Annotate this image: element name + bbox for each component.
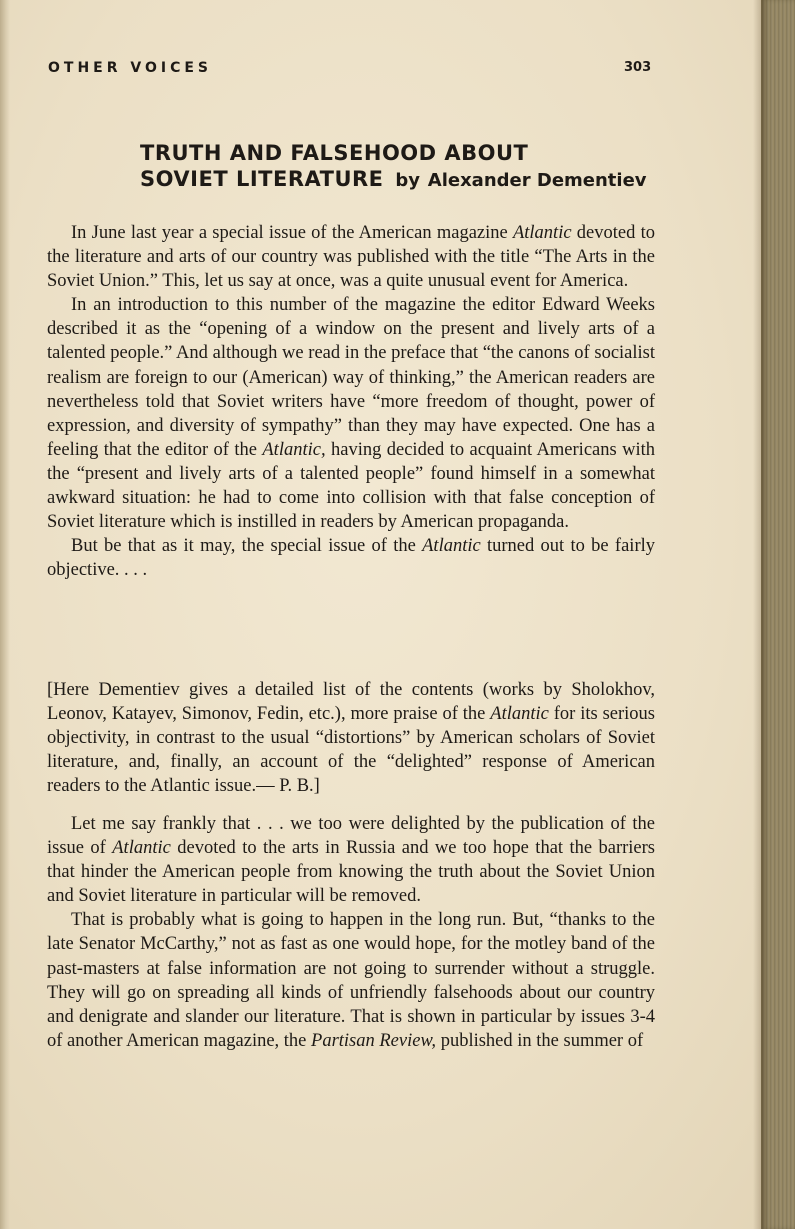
paragraph-5 [47, 908, 655, 1053]
paragraph-5-text-a: That is probably what is going to happen in the long run. But, “thanks to the late Senator McCarthy,” not as fast as one would hope, for the motley band of the past-masters at false information are not going to surrender without a struggle. They will go on spreading all kinds of unfriendly falsehoods about our country and denigrate and slander our literature. That is shown in particular by issues 3-4 of another American magazine, the [47, 910, 655, 1051]
note-text-a: [Here Dementiev gives a detailed list of the contents (works by Sholokhov, Leonov, Katayev, Simonov, Fedin, etc.), more praise of the [47, 680, 655, 725]
page-gutter-shadow [0, 0, 10, 1229]
paragraph-4-text-c: devoted to the arts in Russia and we too hope that the barriers that hinder the American people from knowing the truth about the Soviet Union and Soviet literature in particular will be removed. [47, 838, 655, 907]
title-line-2-text: SOVIET LITERATURE [140, 167, 384, 191]
title-line-2 [140, 166, 647, 194]
article-title [140, 140, 647, 194]
magazine-name-italic: Partisan Review, [311, 1030, 437, 1051]
paragraph-3-text-c: turned out to be fairly objective. . . . [47, 536, 655, 581]
magazine-name-italic: Atlantic, [262, 439, 326, 460]
note-text-c: for its serious objectivity, in contrast to the usual “distortions” by American scholars of Soviet literature, and, finally, an account of the “delighted” response of American readers to the Atlantic issue.— P. B.] [47, 704, 656, 797]
running-head: OTHER VOICES [48, 60, 213, 76]
editor-note-paragraph [47, 678, 655, 798]
article-body-part-2 [47, 812, 655, 1053]
magazine-name-italic: Atlantic [490, 704, 549, 725]
page-edge-shade [753, 0, 761, 1229]
paragraph-5-text-c: published in the summer of [436, 1030, 644, 1051]
book-page-edges [761, 0, 795, 1229]
paragraph-2 [47, 293, 655, 534]
editor-note [47, 678, 655, 798]
magazine-name-italic: Atlantic [422, 536, 481, 557]
paragraph-3-text-a: But be that as it may, the special issue of the [71, 536, 423, 557]
title-line-1: TRUTH AND FALSEHOOD ABOUT [140, 141, 529, 165]
page-number: 303 [624, 60, 652, 75]
paragraph-4 [47, 812, 655, 908]
paragraph-3 [47, 534, 655, 582]
byline-by: by [395, 170, 420, 191]
paragraph-2-text-c: having decided to acquaint Americans with the “present and lively arts of a talented people” found himself in a somewhat awkward situation: he had to come into collision with that false conception of Soviet literature which is instilled in readers by American propaganda. [47, 439, 656, 533]
article-body-part-1 [47, 221, 655, 582]
paragraph-1-text-c: devoted to the literature and arts of our country was published with the title “The Arts in the Soviet Union.” This, let us say at once, was a quite unusual event for America. [47, 223, 655, 292]
paragraph-1 [47, 221, 655, 293]
author-name: Alexander Dementiev [427, 170, 647, 191]
paragraph-1-text-a: In June last year a special issue of the American magazine [71, 223, 513, 243]
paragraph-4-text-a: Let me say frankly that . . . we too were delighted by the publication of the issue of [47, 814, 655, 859]
paragraph-2-text-a: In an introduction to this number of the magazine the editor Edward Weeks described it as the “opening of a window on the present and lively arts of a talented people.” And although we read in the preface that “the canons of socialist realism are foreign to our (American) way of thinking,” the American readers are nevertheless told that Soviet writers have “more freedom of thought, power of expression, and diversity of sympathy” than they may have expected. One has a feeling that the editor of the [47, 295, 655, 460]
magazine-name-italic: Atlantic [512, 223, 572, 243]
magazine-name-italic: Atlantic [112, 838, 171, 859]
